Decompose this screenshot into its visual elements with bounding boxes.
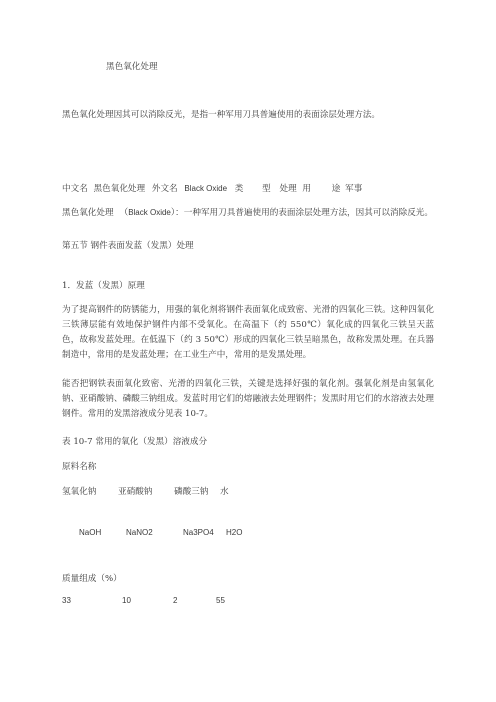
material-heading: 原料名称 xyxy=(62,462,97,472)
definition-text: ：一种军用刀具普遍使用的表面涂层处理方法，因其可以消除反光。 xyxy=(175,208,433,218)
cn-name-label: 中文名 xyxy=(62,184,88,194)
type-value: 处理 xyxy=(279,184,297,194)
material-cn-row xyxy=(62,486,229,498)
material-cn-na3po4: 磷酸三钠 xyxy=(174,487,209,497)
type-label-2: 型 xyxy=(262,184,271,194)
use-label: 用 xyxy=(302,184,312,194)
composition-naoh: 33 xyxy=(62,596,71,605)
doc-title: 黑色氧化处理 xyxy=(106,62,158,72)
paragraph-principle: 为了提高钢件的防锈能力，用强的氧化剂将钢件表面氧化成致密、光滑的四氧化三铁。这种四氧化三铁薄层能有效地保护钢件内部不受氧化。在高温下（约 550℃）氧化成的四氧化三铁呈天蓝色，故称发蓝处理。在低温下（约 3 50℃）形成的四氧化三铁呈暗黑色，故称发黑处理。在兵器制造中，常用的是发蓝处理；在工业生产中，常用的是发黑处理。 xyxy=(62,305,434,360)
use-label-2: 途 xyxy=(331,184,341,194)
formula-nano2: NaNO2 xyxy=(126,528,153,537)
intro-paragraph: 黑色氧化处理因其可以消除反光，是指一种军用刀具普遍使用的表面涂层处理方法。 xyxy=(62,110,380,120)
formula-na3po4: Na3PO4 xyxy=(183,528,214,537)
definition-english: Black Oxide xyxy=(128,208,171,217)
type-label: 类 xyxy=(234,184,244,194)
en-name-value: Black Oxide xyxy=(184,184,228,193)
en-name-label: 外文名 xyxy=(151,184,178,194)
subsection-heading: 1．发蓝（发黑）原理 xyxy=(62,281,145,291)
use-value: 军事 xyxy=(345,184,363,194)
material-cn-h2o: 水 xyxy=(220,487,229,497)
infobox-line xyxy=(62,183,362,195)
material-cn-naoh: 氢氧化钠 xyxy=(62,487,97,497)
composition-values-row xyxy=(62,595,225,607)
table-caption: 表 10-7 常用的氧化（发黑）溶液成分 xyxy=(62,437,208,447)
section-heading: 第五节 钢件表面发蓝（发黑）处理 xyxy=(62,241,194,251)
definition-term: 黑色氧化处理 xyxy=(62,208,114,218)
cn-name-value: 黑色氧化处理 xyxy=(93,184,146,194)
composition-h2o: 55 xyxy=(216,596,225,605)
formula-naoh: NaOH xyxy=(79,528,102,537)
composition-heading: 质量组成（%） xyxy=(62,574,122,584)
definition-paragraph xyxy=(62,205,434,221)
definition-paren-open: （ xyxy=(119,208,129,218)
formula-h2o: H2O xyxy=(226,528,243,537)
composition-na3po4: 2 xyxy=(173,596,178,605)
paragraph-oxidizer: 能否把钢铁表面氧化致密、光滑的四氧化三铁，关键是选择好强的氧化剂。强氧化剂是由氢氧化钠、亚硝酸钠、磷酸三钠组成。发蓝时用它们的熔融液去处理钢件；发黑时用它们的水溶液去处理钢件。常用的发黑溶液成分见表 10-7。 xyxy=(62,379,434,419)
definition-paren-close: ） xyxy=(170,208,176,218)
material-cn-nano2: 亚硝酸钠 xyxy=(118,487,153,497)
material-formula-row xyxy=(79,527,243,539)
composition-nano2: 10 xyxy=(122,596,131,605)
